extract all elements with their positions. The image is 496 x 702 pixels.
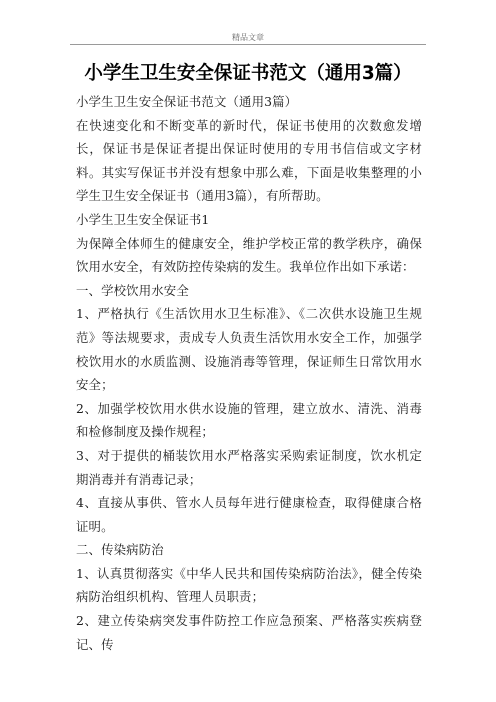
list-item: 2、加强学校饮用水供水设施的管理，建立放水、清洗、消毒和检修制度及操作规程； bbox=[76, 400, 422, 440]
document-body bbox=[76, 90, 422, 656]
list-item: 1、严格执行《生活饮用水卫生标准》、《二次供水设施卫生规范》等法规要求，责成专人负责生活饮用水安全工作，加强学校饮用水的水质监测、设施消毒等管理，保证师生日常饮用水安全； bbox=[76, 306, 422, 393]
subsection-heading: 二、传染病防治 bbox=[76, 542, 164, 558]
list-item: 1、认真贯彻落实《中华人民共和国传染病防治法》，健全传染病防治组织机构、管理人员职责； bbox=[76, 565, 422, 605]
page-header bbox=[70, 0, 426, 45]
section-heading: 小学生卫生安全保证书1 bbox=[76, 211, 210, 227]
header-label: 精品文章 bbox=[232, 33, 264, 42]
body-paragraph: 为保障全体师生的健康安全，维护学校正常的教学秩序，确保饮用水安全，有效防控传染病的发生。我单位作出如下承诺： bbox=[76, 235, 422, 275]
list-item: 4、直接从事供、管水人员每年进行健康检查，取得健康合格证明。 bbox=[76, 495, 422, 534]
list-item: 2、建立传染病突发事件防控工作应急预案、严格落实疾病登记、传 bbox=[76, 613, 422, 652]
subtitle-paragraph: 小学生卫生安全保证书范文（通用3篇） bbox=[76, 94, 298, 109]
document-title: 小学生卫生安全保证书范文（通用3篇） bbox=[84, 63, 412, 84]
subsection-heading: 一、学校饮用水安全 bbox=[76, 282, 189, 298]
intro-paragraph: 在快速变化和不断变革的新时代，保证书使用的次数愈发增长，保证书是保证者提出保证时使用的专用书信信或文字材料。其实写保证书并没有想象中那么难，下面是收集整理的小学生卫生安全保证书（通用3篇），有所帮助。 bbox=[76, 117, 422, 204]
list-item: 3、对于提供的桶装饮用水严格落实采购索证制度，饮水机定期消毒并有消毒记录； bbox=[76, 447, 422, 487]
